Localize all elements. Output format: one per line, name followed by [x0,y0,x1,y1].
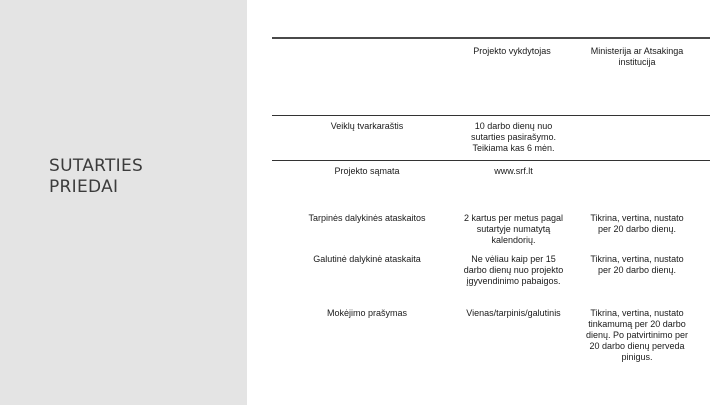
row-executor: www.srf.lt [494,166,533,176]
row-ministry: Tikrina, vertina, nustato per 20 darbo dienų. [590,254,684,275]
row-item: Galutinė dalykinė ataskaita [313,254,421,264]
row-executor: Ne vėliau kaip per 15 darbo dienų nuo projekto įgyvendinimo pabaigos. [463,254,564,286]
attachments-table [272,37,710,373]
row-ministry: Tikrina, vertina, nustato per 20 darbo dienų. [590,213,684,234]
row-item: Mokėjimo prašymas [326,308,408,318]
row-executor: 2 kartus per metus pagal sutartyje numatytą kalendorių. [463,213,564,245]
row-executor: 10 darbo dienų nuo sutarties pasirašymo. Teikiama kas 6 mėn. [470,121,557,153]
row-item: Tarpinės dalykinės ataskaitos [308,213,426,223]
row-item: Veiklų tvarkaraštis [330,121,404,131]
section-title-line-1: SUTARTIES [49,156,144,176]
table-row [272,249,710,303]
table-row [272,160,710,208]
table-header [272,37,710,116]
row-item: Projekto sąmata [334,166,400,176]
section-title-line-2: PRIEDAI [49,177,119,197]
row-ministry: Tikrina, vertina, nustato tinkamumą per 20 darbo dienų. Po patvirtinimo per 20 darbo dienų perveda pinigus. [585,308,689,362]
section-title [49,156,143,198]
table-row [272,116,710,160]
header-executor: Projekto vykdytojas [473,46,551,56]
header-ministry: Ministerija ar Atsakinga institucija [590,46,684,67]
title-panel [0,0,247,405]
table-row [272,208,710,249]
table-row [272,303,710,373]
row-executor: Vienas/tarpinis/galutinis [466,308,561,318]
